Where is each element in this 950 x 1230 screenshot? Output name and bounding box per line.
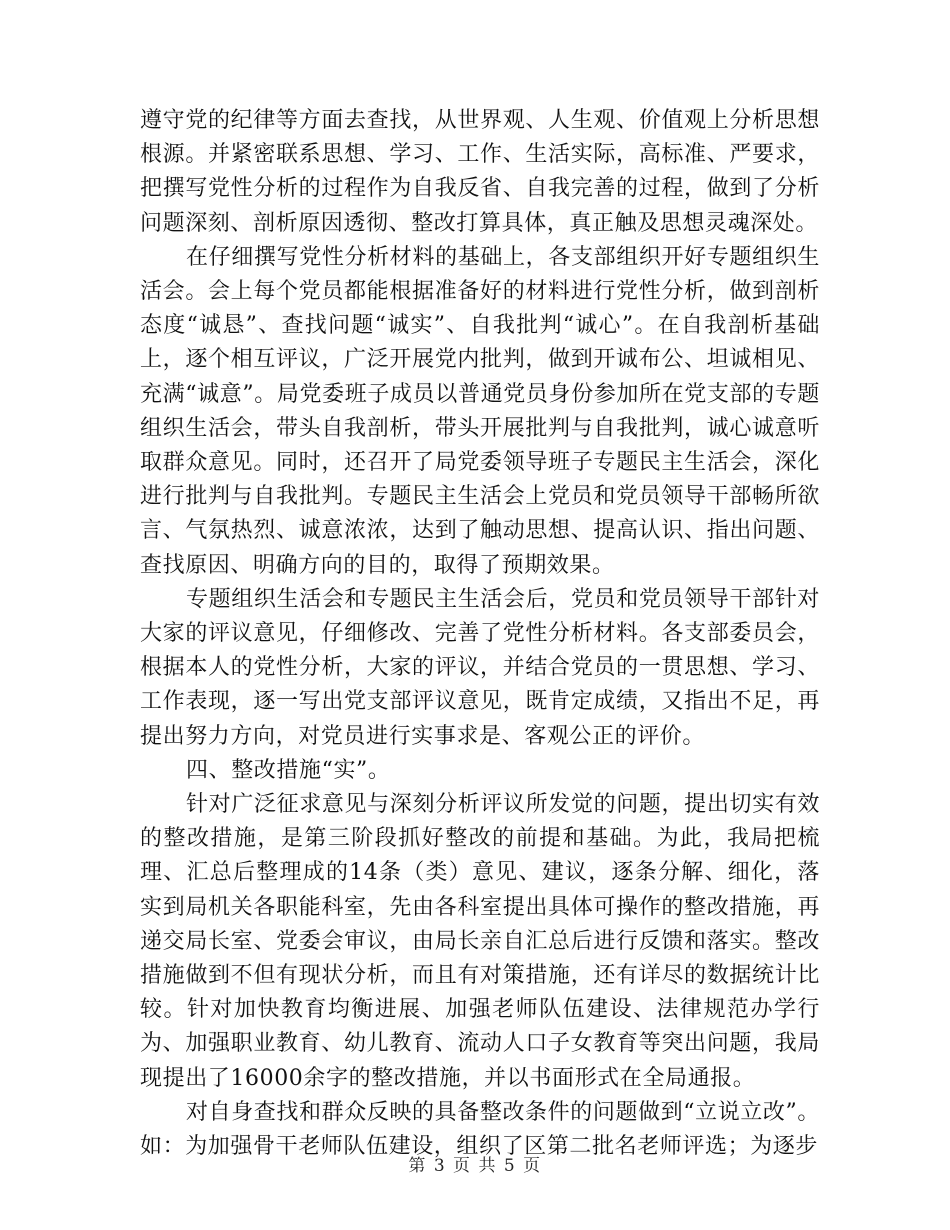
section-heading-rectification: 四、整改措施“实”。 xyxy=(186,757,391,783)
paragraph-5: 针对广泛征求意见与深刻分析评议所发觉的问题，提出切实有效的整改措施，是第三阶段抓好整改的前提和基础。为此，我局把梳理、汇总后整理成的14条（类）意见、建议，逐条分解、细化，落实到局机关各职能科室，先由各科室提出具体可操作的整改措施，再递交局长室、党委会审议，由局长亲自汇总后进行反馈和落实。整改措施做到不但有现状分析，而且有对策措施，还有详尽的数据统计比较。针对加快教育均衡进展、加强老师队伍建设、法律规范办学行为、加强职业教育、幼儿教育、流动人口子女教育等突出问题，我局现提出了16000余字的整改措施，并以书面形式在全局通报。 xyxy=(140,792,820,1091)
paragraph-3: 专题组织生活会和专题民主生活会后，党员和党员领导干部针对大家的评议意见，仔细修改、完善了党性分析材料。各支部委员会，根据本人的党性分析，大家的评议，并结合党员的一贯思想、学习、工作表现，逐一写出党支部评议意见，既肯定成绩，又指出不足，再提出努力方向，对党员进行实事求是、客观公正的评价。 xyxy=(140,586,820,749)
paragraph-2: 在仔细撰写党性分析材料的基础上，各支部组织开好专题组织生活会。会上每个党员都能根据准备好的材料进行党性分析，做到剖析态度“诚恳”、查找问题“诚实”、自我批判“诚心”。在自我剖析基础上，逐个相互评议，广泛开展党内批判，做到开诚布公、坦诚相见、充满“诚意”。局党委班子成员以普通党员身份参加所在党支部的专题组织生活会，带头自我剖析，带头开展批判与自我批判，诚心诚意听取群众意见。同时，还召开了局党委领导班子专题民主生活会，深化进行批判与自我批判。专题民主生活会上党员和党员领导干部畅所欲言、气氛热烈、诚意浓浓，达到了触动思想、提高认识、指出问题、查找原因、明确方向的目的，取得了预期效果。 xyxy=(140,244,820,578)
paragraph-1: 遵守党的纪律等方面去查找，从世界观、人生观、价值观上分析思想根源。并紧密联系思想、学习、工作、生活实际，高标准、严要求，把撰写党性分析的过程作为自我反省、自我完善的过程，做到了分析问题深刻、剖析原因透彻、整改打算具体，真正触及思想灵魂深处。 xyxy=(140,108,820,236)
paragraph-6: 对自身查找和群众反映的具备整改条件的问题做到“立说立改”。如：为加强骨干老师队伍建设，组织了区第二批名老师评选；为逐步 xyxy=(140,1099,820,1160)
document-body xyxy=(140,104,820,1164)
page-number-footer: 第 3 页 共 5 页 xyxy=(408,1156,542,1176)
